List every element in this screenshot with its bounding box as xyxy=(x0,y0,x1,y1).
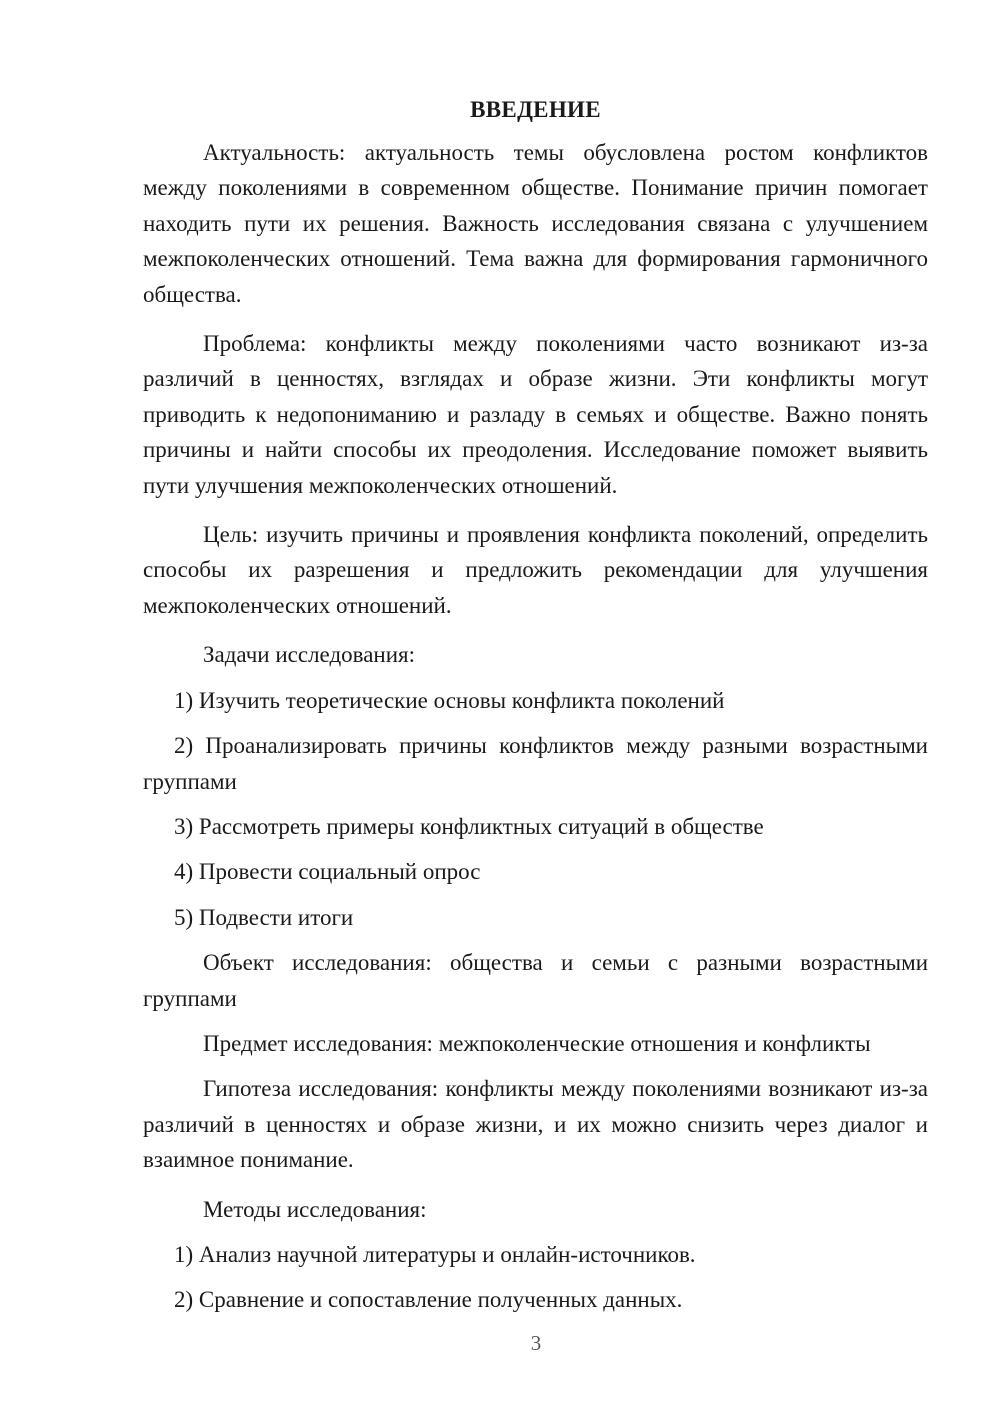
page-title: ВВЕДЕНИЕ xyxy=(470,97,601,122)
subject-paragraph: Предмет исследования: межпоколенческие отношения и конфликты xyxy=(203,1030,871,1056)
method-item: 1) Анализ научной литературы и онлайн-источников. xyxy=(174,1241,696,1267)
relevance-paragraph: Актуальность: актуальность темы обусловлена ростом конфликтов между поколениями в современном обществе. Понимание причин помогает находить пути их решения. Важность исследования связана с улучшением межпоколенческих отношений. Тема важна для формирования гармоничного общества. xyxy=(143,140,928,307)
goal-paragraph: Цель: изучить причины и проявления конфликта поколений, определить способы их разрешения и предложить рекомендации для улучшения межпоколенческих отношений. xyxy=(143,522,928,618)
task-item: 5) Подвести итоги xyxy=(174,904,354,930)
hypothesis-paragraph: Гипотеза исследования: конфликты между поколениями возникают из-за различий в ценностях и образе жизни, и их можно снизить через диалог и взаимное понимание. xyxy=(143,1076,928,1173)
page-number: 3 xyxy=(530,1331,542,1355)
task-item: 4) Провести социальный опрос xyxy=(174,859,481,885)
object-paragraph: Объект исследования: общества и семьи с разными возрастными группами xyxy=(143,950,928,1011)
methods-heading: Методы исследования: xyxy=(203,1196,427,1222)
problem-paragraph: Проблема: конфликты между поколениями часто возникают из-за различий в ценностях, взглядах и образе жизни. Эти конфликты могут приводить к недопониманию и разладу в семьях и обществе. Важно понять причины и найти способы их преодоления. Исследование поможет выявить пути улучшения межпоколенческих отношений. xyxy=(143,331,928,498)
task-item: 3) Рассмотреть примеры конфликтных ситуаций в обществе xyxy=(174,813,764,839)
tasks-heading: Задачи исследования: xyxy=(203,642,416,668)
document-page xyxy=(143,92,928,1328)
task-item: 2) Проанализировать причины конфликтов между разными возрастными группами xyxy=(143,733,928,794)
task-item: 1) Изучить теоретические основы конфликта поколений xyxy=(174,687,725,713)
method-item: 2) Сравнение и сопоставление полученных данных. xyxy=(174,1287,683,1313)
